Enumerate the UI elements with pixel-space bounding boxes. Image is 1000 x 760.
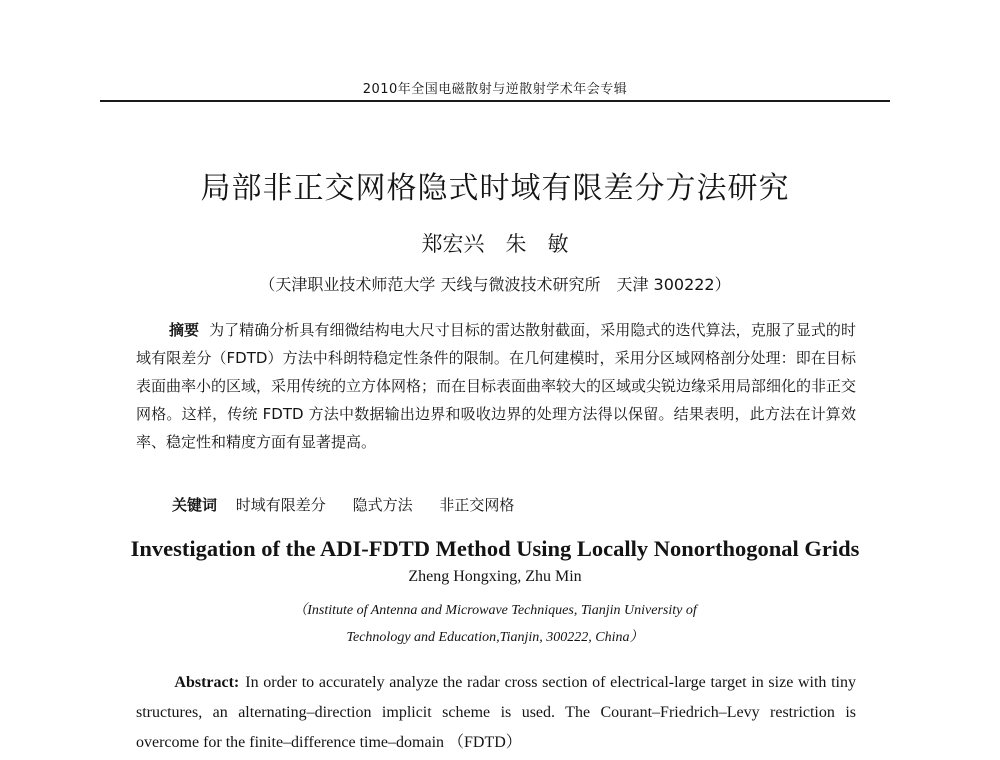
chinese-title: 局部非正交网格隐式时域有限差分方法研究 (200, 171, 790, 206)
english-abstract-label: Abstract: (174, 674, 240, 691)
chinese-affiliation: （天津职业技术师范大学 天线与微波技术研究所 天津 300222） (259, 275, 731, 294)
english-affiliation (100, 597, 890, 651)
header-rule (100, 100, 890, 102)
chinese-keywords-label: 关键词 (172, 496, 218, 514)
chinese-abstract-label: 摘要 (169, 321, 200, 339)
english-affiliation-line: Technology and Education,Tianjin, 300222, China） (346, 630, 644, 645)
chinese-abstract (136, 316, 856, 456)
english-title: Investigation of the ADI-FDTD Method Using Locally Nonorthogonal Grids (130, 536, 860, 561)
english-authors: Zheng Hongxing, Zhu Min (408, 568, 582, 585)
chinese-abstract-text: 为了精确分析具有细微结构电大尺寸目标的雷达散射截面，采用隐式的迭代算法，克服了显式的时域有限差分（FDTD）方法中科朗特稳定性条件的限制。在几何建模时，采用分区域网格剖分处理：即在目标表面曲率小的区域，采用传统的立方体网格；而在目标表面曲率较大的区域或尖锐边缘采用局部细化的非正交网格。这样，传统 FDTD 方法中数据输出边界和吸收边界的处理方法得以保留。结果表明，此方法在计算效率、稳定性和精度方面有显著提高。 (136, 321, 857, 451)
chinese-keyword: 时域有限差分 (235, 496, 326, 514)
chinese-keyword: 隐式方法 (352, 496, 413, 514)
chinese-authors: 郑宏兴 朱 敏 (421, 232, 569, 256)
chinese-keywords (172, 494, 856, 515)
english-affiliation-line: （Institute of Antenna and Microwave Techniques, Tianjin University of (293, 603, 697, 618)
english-abstract (136, 668, 856, 758)
chinese-keyword: 非正交网格 (439, 496, 515, 514)
running-header: 2010年全国电磁散射与逆散射学术年会专辑 (362, 82, 628, 97)
english-abstract-text: In order to accurately analyze the radar cross section of electrical-large target in size with tiny structures, an alternating–direction implicit scheme is used. The Courant–Friedrich–Levy restriction is overcome for the finite–difference time–domain （FDTD） (136, 674, 856, 751)
